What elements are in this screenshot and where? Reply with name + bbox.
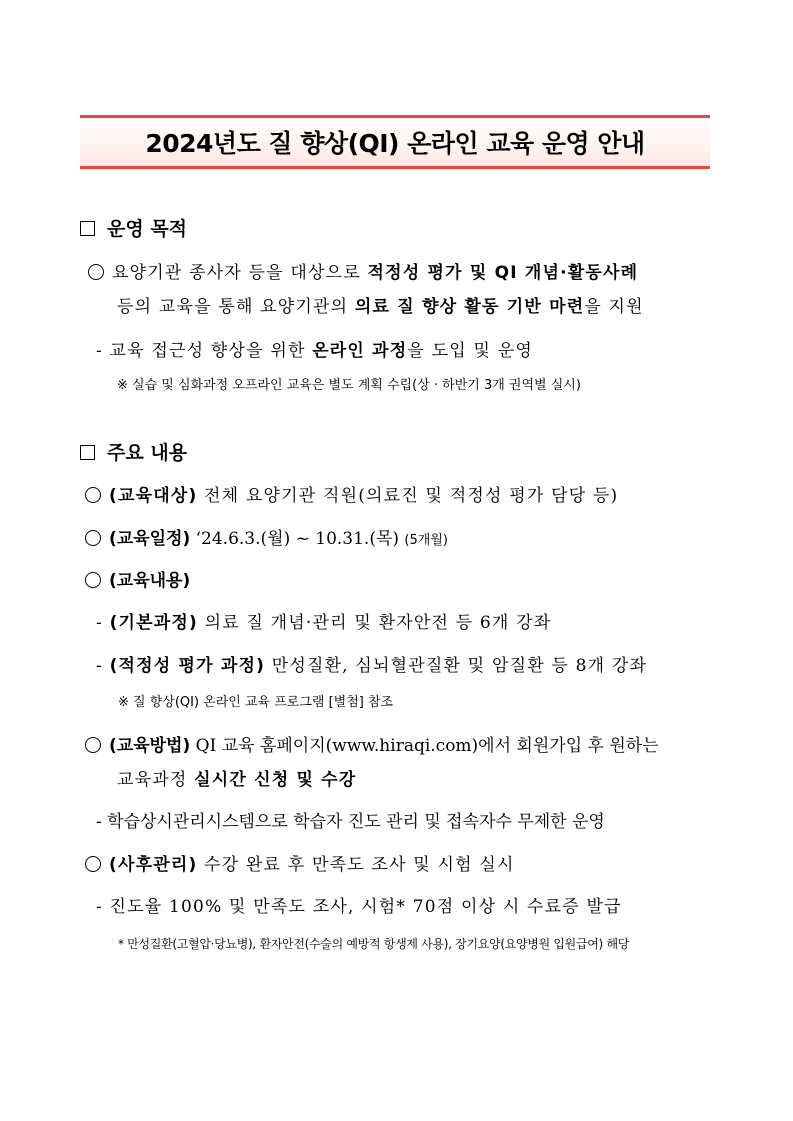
text: 을 도입 및 운영	[407, 341, 533, 361]
text: -	[96, 613, 110, 633]
text: 만성질환, 심뇌혈관질환 및 암질환 등 8개 강좌	[265, 656, 648, 676]
title-banner	[80, 115, 710, 169]
page-title: 2024년도 질 향상(QI) 온라인 교육 운영 안내	[145, 129, 645, 158]
purpose-item	[88, 258, 638, 283]
label: (교육대상)	[109, 486, 198, 506]
text: 수강 완료 후 만족도 조사 및 시험 실시	[197, 855, 515, 875]
small-text: (5개월)	[404, 533, 448, 548]
text: 등의 교육을 통해 요양기관의	[117, 297, 355, 317]
section-heading-text: 주요 내용	[107, 442, 188, 464]
checkbox-square-icon	[80, 221, 95, 236]
checkbox-square-icon	[80, 445, 95, 460]
text: QI 교육 홈페이지(www.hiraqi.com)에서 회원가입 후 원하는	[190, 736, 659, 756]
label: (교육방법)	[109, 736, 191, 756]
circle-bullet-icon	[85, 572, 101, 588]
content-method	[85, 731, 659, 756]
bold-text: 의료 질 향상 활동 기반 마련	[354, 297, 585, 317]
text: - 교육 접근성 향상을 위한	[96, 341, 313, 361]
text: ‘24.6.3.(월) ~ 10.31.(목)	[190, 529, 405, 549]
purpose-sub	[96, 336, 533, 361]
circle-bullet-icon	[85, 487, 101, 503]
label: (교육일정)	[109, 529, 191, 549]
label: (기본과정)	[109, 613, 198, 633]
content-target	[85, 481, 618, 506]
bold-text: 적정성 평가 및 QI 개념·활동사례	[367, 263, 639, 283]
circle-bullet-icon	[85, 856, 101, 872]
footnote: * 만성질환(고혈압·당뇨병), 환자안전(수술의 예방적 항생제 사용), 장기요양(요양병원 입원급여) 해당	[118, 937, 630, 951]
content-schedule	[85, 524, 448, 549]
text: 전체 요양기관 직원(의료진 및 적정성 평가 담당 등)	[197, 486, 619, 506]
text: 요양기관 종사자 등을 대상으로	[112, 263, 368, 283]
text: 의료 질 개념·관리 및 환자안전 등 6개 강좌	[198, 613, 552, 633]
text: -	[96, 656, 110, 676]
content-followup	[85, 850, 515, 875]
bold-text: 실시간 신청 및 수강	[194, 770, 357, 790]
content-note: ※ 질 향상(QI) 온라인 교육 프로그램 [별첨] 참조	[118, 695, 394, 710]
circle-bullet-icon	[85, 737, 101, 753]
label: (교육내용)	[109, 571, 191, 591]
content-method-cont	[117, 765, 356, 790]
bold-text: 온라인 과정	[312, 341, 408, 361]
content-eval	[96, 651, 647, 676]
text: 교육과정	[117, 770, 195, 790]
label: (적정성 평가 과정)	[109, 656, 266, 676]
circle-bullet-icon	[88, 264, 104, 280]
content-basic	[96, 608, 551, 633]
content-curriculum	[85, 566, 190, 591]
content-system: - 학습상시관리시스템으로 학습자 진도 관리 및 접속자수 무제한 운영	[96, 812, 605, 832]
text: 을 지원	[584, 297, 644, 317]
purpose-item-cont	[117, 292, 644, 317]
content-cert: - 진도율 100% 및 만족도 조사, 시험* 70점 이상 시 수료증 발급	[96, 897, 622, 917]
section-heading-purpose	[80, 214, 187, 241]
section-heading-content	[80, 438, 187, 465]
section-heading-text: 운영 목적	[107, 218, 188, 240]
label: (사후관리)	[109, 855, 198, 875]
purpose-note: ※ 실습 및 심화과정 오프라인 교육은 별도 계획 수립(상 · 하반기 3개 권역별 실시)	[117, 378, 581, 393]
circle-bullet-icon	[85, 530, 101, 546]
